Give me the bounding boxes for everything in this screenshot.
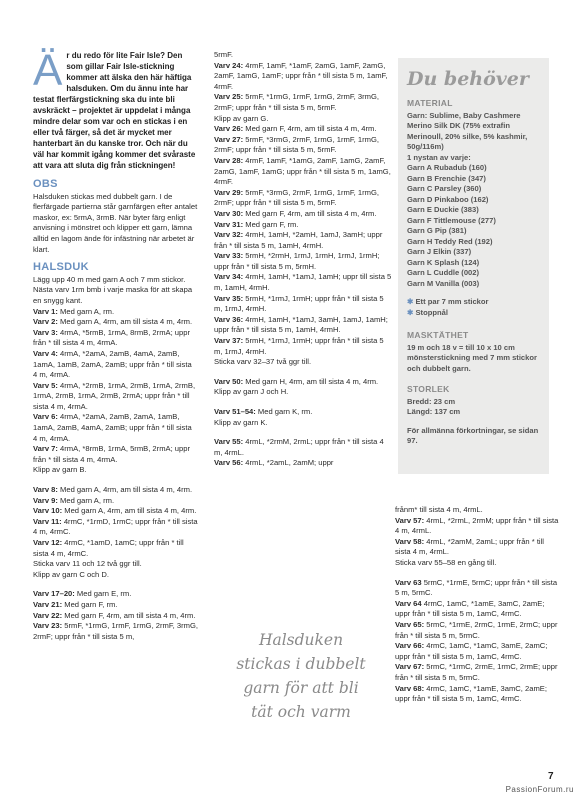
- row-label: Varv 12:: [33, 538, 63, 547]
- halsduk-intro: Lägg upp 40 m med garn A och 7 mm stickor. Nästa varv 1rm bmb i varje maska för att skapa en snygg kant.: [33, 274, 193, 305]
- row-text: Med garn F, 4rm, am till sista 4 m, 4rm.: [243, 208, 377, 218]
- row-text: 4rmC, 1amC, *1amE, 3amC, 2amE; uppr från * till sista 5 m, 1amC, 4rmC.: [395, 598, 545, 619]
- row-label: Varv 23:: [33, 621, 63, 631]
- pattern-row: [33, 570, 198, 581]
- yarn-item: Garn J Elkin (337): [407, 247, 472, 256]
- pattern-row: [214, 61, 394, 93]
- pattern-row: [395, 558, 560, 569]
- row-text: 5rmF.: [214, 50, 233, 59]
- pattern-row: [33, 328, 198, 349]
- row-label: Varv 56:: [214, 458, 244, 468]
- pattern-row: [214, 209, 394, 220]
- row-text: 4rmL, *2amL, 2amM; uppr: [243, 458, 334, 468]
- row-label: Varv 50:: [214, 376, 244, 386]
- yarn-item: Garn M Vanilla (003): [407, 278, 480, 288]
- row-label: Varv 34:: [214, 272, 244, 282]
- pattern-row: [214, 294, 394, 315]
- yarn-list: [407, 163, 540, 289]
- pattern-row: [395, 537, 560, 558]
- langd-text: Längd: 137 cm: [407, 407, 461, 416]
- pattern-row: [33, 621, 198, 642]
- row-label: Varv 27:: [214, 134, 244, 144]
- row-label: Varv 55:: [214, 437, 244, 447]
- row-label: Varv 36:: [214, 314, 244, 324]
- row-text: Klipp av garn K.: [214, 417, 268, 427]
- pattern-row: [214, 156, 394, 188]
- pattern-row: [214, 251, 394, 272]
- row-text: 4rmC, 1amC, *1amE, 3amC, 2amE; uppr från * till sista 5 m, 1amC, 4rmC.: [395, 683, 547, 704]
- pattern-row: [395, 599, 560, 620]
- yarn-item: Garn E Duckie (383): [407, 205, 479, 214]
- row-text: 5rmF, *3rmG, 2rmF, 1rmG, 1rmF, 1rmG, 2rmF; uppr från * till sista 5 m, 5rmF.: [214, 187, 379, 208]
- pattern-row: [214, 220, 394, 231]
- row-text: 4rmA, *2amA, 2amB, 4amA, 2amB, 1amA, 1amB, 2amA, 2amB; uppr från * till sista 4 m, 4rmA.: [33, 348, 192, 380]
- row-text: Med garn A, rm.: [57, 495, 115, 505]
- pattern-row: [214, 135, 394, 156]
- row-text: Med garn K, rm.: [255, 407, 313, 416]
- tools-list: [407, 297, 540, 318]
- intro-text: r du redo för lite Fair Isle? Den som gillar Fair Isle-stickning kommer att älska den här häftiga halsduken. Om du ännu inte har testat flerfärgstickning ska du inte bli avskräckt – projektet är uppdelat i många mindre delar som var och en stickas i en eller två färger, så det är mycket mer hanterbart än du kanske tror. Och när du väl har kommit igång kommer det svåraste att vara att sluta dig från stickningen!: [33, 51, 196, 170]
- row-text: Med garn H, 4rm, am till sista 4 m, 4rm.: [243, 376, 379, 386]
- pattern-row: [214, 114, 394, 125]
- row-label: Varv 32:: [214, 230, 244, 240]
- pattern-row: [395, 578, 560, 599]
- drop-cap: Ä: [33, 46, 63, 95]
- bredd-text: Bredd: 23 cm: [407, 396, 456, 406]
- pattern-row: [214, 230, 394, 251]
- pattern-row: [33, 412, 198, 444]
- row-label: Varv 57:: [395, 515, 425, 525]
- pattern-row: [214, 407, 394, 418]
- row-label: Varv 25:: [214, 92, 244, 102]
- asterisk-icon: ✱: [407, 307, 416, 317]
- yarn-item: Garn A Rubadub (160): [407, 163, 487, 172]
- row-text: Klipp av garn G.: [214, 113, 269, 123]
- pattern-row: [214, 357, 394, 368]
- pattern-row: [395, 505, 560, 516]
- yarn-item: Garn D Pinkaboo (162): [407, 194, 489, 204]
- pattern-row: [33, 485, 198, 496]
- row-label: Varv 33:: [214, 251, 244, 261]
- pattern-row: [33, 307, 198, 318]
- pattern-row: [33, 317, 198, 328]
- row-text: 4rmH, 1amH, *1amJ, 1amH; uppr till sista 5 m, 1amH, 4rmH.: [214, 272, 392, 293]
- pattern-row: [33, 538, 198, 559]
- pattern-row: [33, 611, 198, 622]
- abbreviation-note: För allmänna förkortningar, se sidan 97.: [407, 425, 539, 445]
- pattern-row: [395, 620, 560, 641]
- pattern-row: [33, 476, 198, 485]
- halsduk-heading: HALSDUK: [33, 261, 89, 274]
- tool-text: Ett par 7 mm stickor: [415, 297, 489, 306]
- row-label: Varv 22:: [33, 610, 63, 620]
- row-text: 4rmC, 1amC, *1amC, 3amE, 2amC; uppr från * till sista 5 m, 1amC, 4rmC.: [395, 641, 548, 661]
- pattern-row: [214, 336, 394, 357]
- row-text: 4rmL, *2rmM, 2rmL; uppr från * till sista 4 m, 4rmL.: [214, 437, 384, 457]
- row-text: Sticka varv 11 och 12 två ggr till.: [33, 559, 142, 569]
- row-text: 4rmA, *5rmB, 1rmA, 8rmB, 2rmA; uppr från * till sista 4 m, 4rmA.: [33, 327, 190, 348]
- row-text: 4rmF, 1amF, *1amF, 2amG, 1amF, 2amG, 2amF, 1amG, 1amF; uppr från * till sista 5 m, 1amF, 4rmF.: [214, 60, 388, 91]
- pattern-row: [214, 315, 394, 336]
- pattern-row: [395, 662, 560, 683]
- row-text: Med garn A, 4rm, am till sista 4 m, 4rm.: [57, 485, 193, 495]
- row-text: Med garn F, rm.: [62, 599, 118, 609]
- row-text: 5rmF, *1rmG, 1rmF, 1rmG, 2rmF, 3rmG, 2rmF; uppr från * till sista 5 m,: [33, 621, 198, 641]
- row-text: 5rmH, *2rmH, 1rmJ, 1rmH, 1rmJ, 1rmH; uppr från * till sista 5 m, 5rmH.: [214, 251, 380, 271]
- pattern-row: [214, 418, 394, 429]
- yarn-item: Garn F Tittlemouse (277): [407, 215, 496, 225]
- page-number: 7: [548, 771, 554, 782]
- pattern-row: [33, 517, 198, 538]
- pattern-row: [395, 684, 560, 705]
- row-label: Varv 65:: [395, 619, 425, 629]
- row-text: 4rmF, 1amF, *1amG, 2amF, 1amG, 2amF, 2amG, 1amF, 1amG; uppr från * till sista 5 m, 1amG, 4rmF.: [214, 155, 391, 187]
- row-text: 5rmF, *1rmG, 1rmF, 1rmG, 2rmF, 3rmG, 2rmF; uppr från * till sista 5 m, 5rmF.: [214, 92, 379, 112]
- row-text: 4rmC, *1rmD, 1rmC; uppr från * till sista 4 m, 4rmC.: [33, 516, 198, 537]
- row-label: Varv 5:: [33, 380, 58, 390]
- row-label: Varv 26:: [214, 124, 244, 134]
- storlek-heading: STORLEK: [407, 384, 450, 394]
- row-label: Varv 29:: [214, 187, 244, 197]
- tool-item: [407, 308, 540, 319]
- row-text: frånm* till sista 4 m, 4rmL.: [395, 505, 483, 514]
- row-label: Varv 8:: [33, 485, 58, 495]
- row-text: Sticka varv 32–37 två ggr till.: [214, 357, 312, 367]
- row-text: Klipp av garn B.: [33, 465, 87, 475]
- column-3: [395, 505, 560, 705]
- row-label: Varv 11:: [33, 516, 62, 526]
- pattern-row: [33, 444, 198, 465]
- pattern-row: [214, 377, 394, 388]
- row-label: Varv 2:: [33, 317, 58, 327]
- quote-line: tät och varm: [251, 703, 351, 721]
- pattern-row: [214, 124, 394, 135]
- pattern-row: [214, 272, 394, 293]
- row-text: Med garn F, 4rm, am till sista 4 m, 4rm.: [62, 610, 196, 620]
- row-label: Varv 3:: [33, 327, 58, 337]
- row-text: 5rmC, *1rmE, 2rmC, 1rmE, 2rmC; uppr från * till sista 5 m, 5rmC.: [395, 619, 558, 640]
- row-label: Varv 1:: [33, 306, 58, 316]
- row-text: Med garn E, rm.: [74, 589, 132, 599]
- masktathet-heading: MASKTÄTHET: [407, 330, 469, 340]
- row-text: 5rmH, *1rmJ, 1rmH; uppr från * till sista 5 m, 1rmJ, 4rmH.: [214, 293, 384, 314]
- yarn-item: Garn G Pip (381): [407, 226, 467, 235]
- pattern-row: [33, 589, 198, 600]
- watermark: PassionForum.ru: [505, 785, 574, 794]
- row-text: 4rmC, *1amD, 1amC; uppr från * till sista 4 m, 4rmC.: [33, 538, 184, 558]
- row-text: Med garn F, 4rm, am till sista 4 m, 4rm.: [243, 124, 377, 134]
- yarn-item: Garn B Frenchie (347): [407, 173, 486, 183]
- obs-heading: OBS: [33, 178, 58, 190]
- row-text: Sticka varv 55–58 en gång till.: [395, 557, 497, 567]
- row-text: Med garn A, 4rm, am till sista 4 m, 4rm.: [62, 506, 197, 516]
- row-text: 5rmF, *3rmG, 2rmF, 1rmG, 1rmF, 1rmG, 2rmF; uppr från * till sista 5 m, 5rmF.: [214, 134, 379, 155]
- intro-paragraph: [33, 46, 198, 171]
- row-label: Varv 9:: [33, 495, 58, 505]
- row-text: Med garn A, rm.: [57, 306, 115, 316]
- asterisk-icon: ✱: [407, 297, 416, 306]
- yarn-item: Garn K Splash (124): [407, 257, 480, 267]
- yarn-item: Garn C Parsley (360): [407, 184, 482, 193]
- row-text: 4rmL, *2amM, 2amL; uppr från * till sista 4 m, 4rmL.: [395, 536, 544, 557]
- masktathet-text: 19 m och 18 v = till 10 x 10 cm mönsterstickning med 7 mm stickor och dubbelt garn.: [407, 342, 537, 373]
- col1-rows: [33, 307, 198, 643]
- row-label: Varv 10:: [33, 506, 63, 516]
- row-text: 4rmA, *8rmB, 1rmA, 5rmB, 2rmA; uppr från * till sista 4 m, 4rmA.: [33, 444, 190, 464]
- pattern-row: [395, 641, 560, 662]
- row-label: Varv 63: [395, 577, 422, 587]
- row-label: Varv 21:: [33, 599, 63, 609]
- sidebar-title: Du behöver: [407, 68, 529, 90]
- pattern-row: [395, 516, 560, 537]
- row-label: Varv 58:: [395, 536, 425, 546]
- pattern-row: [33, 600, 198, 611]
- row-text: 5rmC, *1rmC, 2rmE, 1rmC, 2rmE; uppr från * till sista 5 m, 5rmC.: [395, 662, 558, 682]
- row-label: Varv 24:: [214, 60, 244, 70]
- pattern-row: [33, 465, 198, 476]
- obs-text: Halsduken stickas med dubbelt garn. I de flerfärgade partierna står garnfärgen efter antalet maskor, ex: 5rmA, 3rmB. När byter färg enligt anvisning i mönstret och klipper ett garn, lämna alltid en lagom ände för infästning när arbetet är klart.: [33, 191, 198, 254]
- row-text: 5rmH, *1rmJ, 1rmH; uppr från * till sista 5 m, 1rmJ, 4rmH.: [214, 336, 384, 356]
- row-label: Varv 4:: [33, 348, 58, 358]
- row-label: Varv 6:: [33, 412, 58, 422]
- pattern-row: [214, 92, 394, 113]
- yarn-item: Garn H Teddy Red (192): [407, 236, 493, 246]
- pattern-row: [33, 381, 198, 413]
- row-label: Varv 28:: [214, 155, 244, 165]
- quote-line: Halsduken: [258, 631, 344, 649]
- row-text: 4rmA, *2rmB, 1rmA, 2rmB, 1rmA, 2rmB, 1rmA, 2rmB, 1rmA, 2rmB, 2rmA; uppr från * till sista 4 m, 4rmA.: [33, 380, 196, 411]
- material-heading: MATERIAL: [407, 98, 453, 108]
- row-label: Varv 68:: [395, 683, 425, 693]
- row-label: Varv 17–20:: [33, 589, 75, 599]
- pattern-row: [33, 506, 198, 517]
- pattern-row: [214, 437, 394, 458]
- pull-quote: [226, 628, 376, 724]
- pattern-row: [214, 368, 394, 377]
- row-text: Klipp av garn J och H.: [214, 387, 289, 397]
- row-label: Varv 31:: [214, 219, 244, 229]
- pattern-row: [33, 580, 198, 589]
- tool-item: [407, 297, 540, 308]
- pattern-row: [395, 569, 560, 578]
- row-text: Med garn F, rm.: [243, 219, 299, 229]
- quote-line: stickas i dubbelt: [236, 655, 366, 673]
- row-text: 5rmC, *1rmE, 5rmC; uppr från * till sista 5 m, 5rmC.: [395, 577, 558, 598]
- row-label: Varv 37:: [214, 336, 244, 346]
- tool-text: Stoppnål: [415, 307, 448, 317]
- quote-line: garn för att bli: [243, 679, 359, 697]
- pattern-row: [33, 559, 198, 570]
- row-text: 4rmH, 1amH, *2amH, 1amJ, 3amH; uppr från * till sista 5 m, 1amH, 4rmH.: [214, 230, 383, 250]
- pattern-row: [214, 458, 394, 469]
- row-label: Varv 51–54:: [214, 407, 256, 416]
- material-text: Garn: Sublime, Baby Cashmere Merino Silk DK (75% extrafin Merinoull, 20% silke, 5% kashmir, 50g/116m): [407, 110, 528, 151]
- row-text: 4rmL, *2rmL, 2rmM; uppr från * till sista 4 m, 4rmL.: [395, 515, 559, 536]
- pattern-row: [33, 349, 198, 381]
- pattern-row: [214, 188, 394, 209]
- row-text: 4rmA, *2amA, 2amB, 2amA, 1amB, 1amA, 2amB, 4amA, 2amB; uppr från * till sista 4 m, 4rmA.: [33, 412, 192, 443]
- pattern-row: [214, 387, 394, 398]
- row-label: Varv 67:: [395, 662, 425, 672]
- row-text: 4rmH, 1amH, *1amJ, 3amH, 1amJ, 1amH; uppr från * till sista 5 m, 1amH, 4rmH.: [214, 314, 388, 335]
- row-text: Klipp av garn C och D.: [33, 569, 109, 579]
- row-label: Varv 66:: [395, 641, 425, 651]
- col2-rows: [214, 50, 394, 469]
- row-label: Varv 35:: [214, 293, 244, 303]
- column-2: [214, 50, 394, 469]
- yarn-item: Garn L Cuddle (002): [407, 268, 480, 277]
- pattern-row: [214, 398, 394, 407]
- col3-rows: [395, 505, 560, 705]
- row-label: Varv 7:: [33, 444, 58, 454]
- row-label: Varv 30:: [214, 208, 244, 218]
- pattern-row: [214, 428, 394, 437]
- pattern-row: [214, 50, 394, 61]
- pattern-row: [33, 496, 198, 507]
- column-1: [33, 46, 198, 642]
- row-text: Med garn A, 4rm, am till sista 4 m, 4rm.: [57, 317, 193, 327]
- nystan-label: 1 nystan av varje:: [407, 152, 471, 162]
- materials-sidebar: [398, 58, 549, 474]
- row-label: Varv 64: [395, 598, 422, 608]
